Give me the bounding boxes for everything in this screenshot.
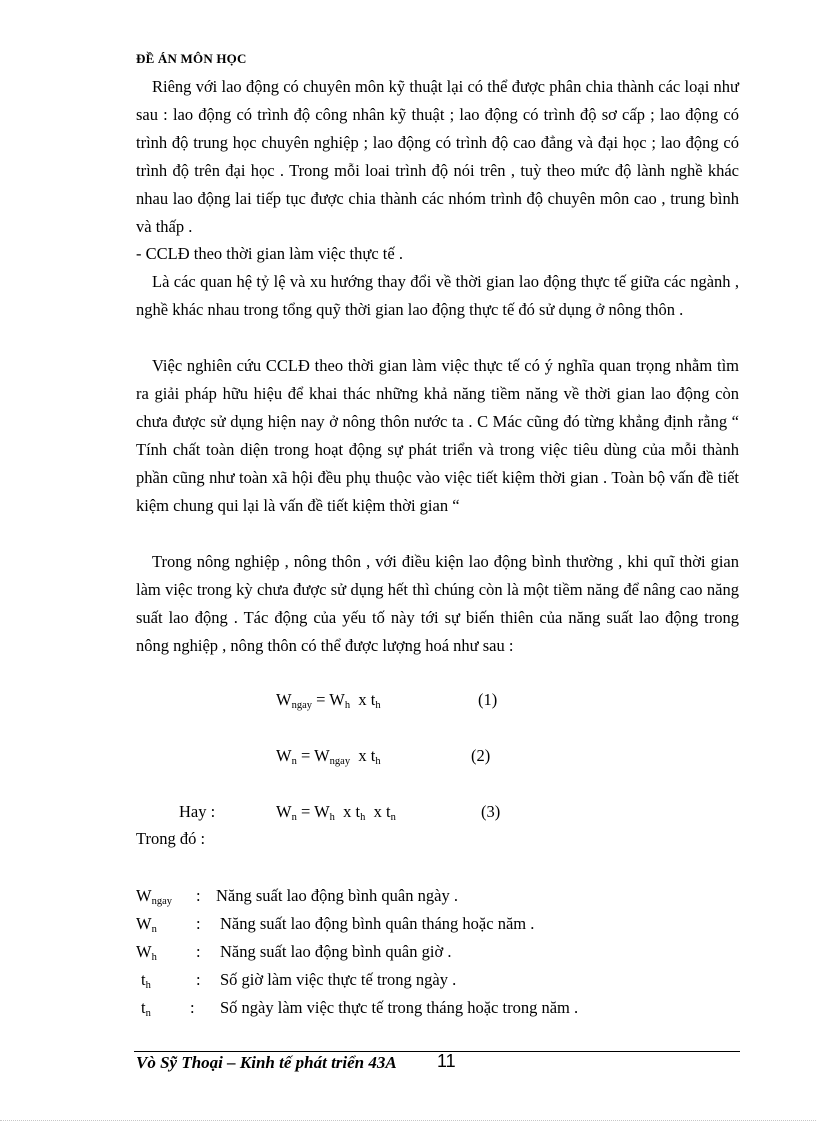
footer-author: Vò Sỹ Thoại – Kinh tế phát triển 43A	[136, 1053, 397, 1072]
bullet-item: - CCLĐ theo thời gian làm việc thực tế .	[136, 244, 403, 263]
equation-1-number: (1)	[478, 690, 498, 709]
definition-symbol: $t_h$	[141, 970, 151, 991]
paragraph-1: Riêng với lao động có chuyên môn kỹ thuật lại có thể được phân chia thành các loại như sau : lao động có trình độ công nhân kỹ thuật ; lao động có trình độ sơ cấp ; lao động có trình độ trung học chuyên nghiệp ; lao động có trình độ cao đẳng và đại học ; lao động có trình độ trên đại học . Trong mỗi loai trình độ nói trên , tuỳ theo mức độ lành nghề khác nhau lao động lai tiếp tục được chia thành các nhóm trình độ chuyên môn cao , trung bình và thấp .	[136, 77, 739, 236]
eq3-times-t2: x t	[365, 802, 391, 821]
eq3-lhs-sub: n	[291, 812, 297, 823]
eq2-sub-1: ngay	[329, 756, 351, 767]
eq3-sub-1: h	[329, 812, 335, 823]
definition-symbol: $W_{ngay}$	[136, 886, 172, 907]
eq2-rhs-w: = W	[296, 746, 330, 765]
eq2-sub-2: h	[375, 756, 381, 767]
paragraph-4: Trong nông nghiệp , nông thôn , với điều kiện lao động bình thường , khi quĩ thời gian làm việc trong kỳ chưa được sử dụng hết thì chúng còn là một tiềm năng để nâng cao năng suất lao động . Tác động của yếu tố này tới sự biến thiên của năng suất lao động trong nông nghiệp , nông thôn có thể được lượng hoá như sau :	[136, 552, 739, 655]
definition-colon: :	[196, 886, 201, 905]
equation-2-number: (2)	[471, 746, 491, 765]
page-number: 11	[437, 1051, 456, 1071]
eq2-lhs-sub: n	[291, 756, 297, 767]
eq2-lhs: W	[276, 746, 292, 765]
eq1-lhs: W	[276, 690, 292, 709]
eq3-sub-3: n	[390, 812, 396, 823]
definition-symbol: $t_n$	[141, 998, 151, 1019]
eq3-rhs-w: = W	[296, 802, 330, 821]
eq2-times-t: x t	[350, 746, 376, 765]
eq1-lhs-sub: ngay	[291, 700, 312, 711]
eq3-times-t1: x t	[334, 802, 361, 821]
definition-colon: :	[196, 914, 201, 933]
eq1-times-t: x t	[350, 690, 376, 709]
definition-symbol: $W_n$	[136, 914, 157, 935]
paragraph-2: Là các quan hệ tỷ lệ và xu hướng thay đổi về thời gian lao động thực tế giữa các ngành , nghề khác nhau trong tổng quỹ thời gian lao động thực tế đó sử dụng ở nông thôn .	[136, 272, 739, 319]
eq3-sub-2: h	[360, 812, 366, 823]
definition-text: Số ngày làm việc thực tế trong tháng hoặc trong năm .	[220, 998, 579, 1017]
equation-3-prefix: Hay :	[179, 802, 216, 821]
page-bottom-border	[0, 1120, 816, 1121]
eq3-lhs: W	[276, 802, 292, 821]
definition-symbol: $W_h$	[136, 942, 157, 963]
definition-colon: :	[190, 998, 195, 1017]
definition-text: Năng suất lao động bình quân ngày .	[216, 886, 458, 905]
equation-1	[276, 690, 381, 711]
definition-colon: :	[196, 970, 201, 989]
definition-text: Năng suất lao động bình quân giờ .	[220, 942, 452, 961]
eq1-rhs-w: = W	[312, 690, 345, 709]
definition-colon: :	[196, 942, 201, 961]
paragraph-3: Việc nghiên cứu CCLĐ theo thời gian làm việc thực tế có ý nghĩa quan trọng nhằm tìm ra giải pháp hữu hiệu để khai thác những khả năng tiềm năng về thời gian lao động còn chưa được sử dụng hiện nay ở nông thôn nước ta . C Mác cũng đó từng khẳng định rằng “ Tính chất toàn diện trong hoạt động sự phát triển và trong việc tiêu dùng của mỗi thành phần cũng như toàn xã hội đều phụ thuộc vào việc tiết kiệm thời gian . Toàn bộ vấn đề tiết kiệm chung qui lại là vấn đề tiết kiệm thời gian “	[136, 356, 739, 515]
eq1-sub-2: h	[375, 700, 381, 711]
definition-text: Năng suất lao động bình quân tháng hoặc năm .	[220, 914, 535, 933]
definition-text: Số giờ làm việc thực tế trong ngày .	[220, 970, 457, 989]
eq1-sub-1: h	[344, 700, 351, 711]
equation-3	[276, 802, 396, 823]
equation-3-number: (3)	[481, 802, 501, 821]
equation-2	[276, 746, 381, 767]
where-label: Trong đó :	[136, 829, 206, 848]
page-header: ĐỀ ÁN MÔN HỌC	[136, 51, 247, 66]
